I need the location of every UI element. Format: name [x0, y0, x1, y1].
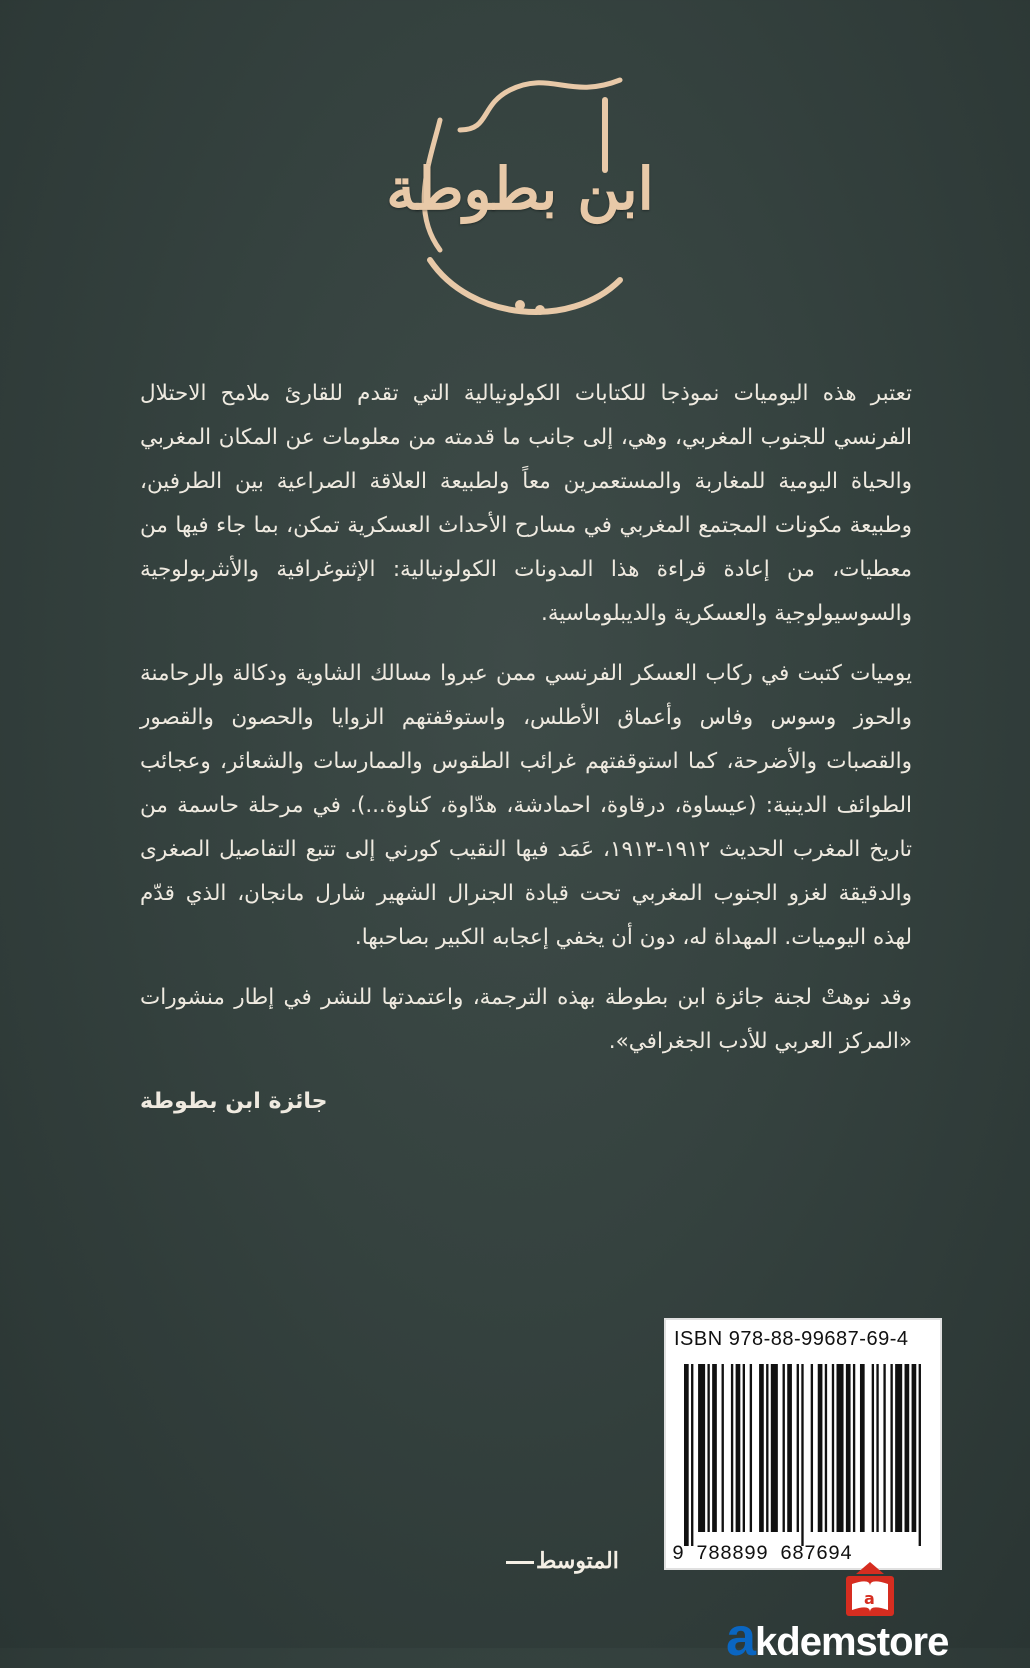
barcode-bar	[759, 1364, 764, 1532]
barcode-bar	[846, 1364, 851, 1532]
barcode-bar	[811, 1364, 813, 1532]
signature: جائزة ابن بطوطة	[140, 1089, 328, 1114]
barcode-bar	[750, 1364, 752, 1532]
barcode-digits: 9 788899 687694	[672, 1543, 853, 1566]
barcode-bar	[698, 1364, 705, 1532]
store-watermark	[726, 1606, 948, 1668]
barcode-bar	[905, 1364, 910, 1532]
paragraph-3: وقد نوهتْ لجنة جائزة ابن بطوطة بهذه الترجمة، واعتمدتها للنشر في إطار منشورات «المركز العربي للأدب الجغرافي».	[140, 985, 912, 1054]
barcode-bar	[766, 1364, 768, 1532]
svg-text:a: a	[864, 1589, 875, 1608]
barcode-bar	[707, 1364, 709, 1532]
barcode-bar	[736, 1364, 741, 1532]
barcode-bar	[832, 1364, 834, 1532]
barcode-bar	[783, 1364, 785, 1532]
barcode-bar	[743, 1364, 745, 1532]
barcode-bar	[872, 1364, 874, 1532]
barcode-bar	[691, 1364, 693, 1546]
isbn-barcode	[664, 1318, 942, 1570]
isbn-label: ISBN 978-88-99687-69-4	[674, 1328, 909, 1350]
barcode-bar	[876, 1364, 878, 1532]
barcode-bar	[731, 1364, 733, 1532]
barcode-bar	[797, 1364, 799, 1532]
title-calligraphy	[370, 60, 670, 340]
publisher-name: المتوسط	[536, 1548, 619, 1574]
barcode-bar	[883, 1364, 885, 1532]
publisher-logo-bar	[506, 1561, 534, 1564]
barcode-bar	[787, 1364, 792, 1532]
barcode-bar	[684, 1364, 689, 1546]
barcode-bar	[722, 1364, 724, 1532]
paragraph-2: يوميات كتبت في ركاب العسكر الفرنسي ممن عبروا مسالك الشاوية ودكالة والرحامنة والحوز وسوس وفاس وأعماق الأطلس، واستوقفتهم الزوايا والحصون والقصور والقصبات والأضرحة، كما استوقفتهم غرائب الطقوس والممارسات والشعائر، وعجائب الطوائف الدينية: (عيساوة، درقاوة، احمادشة، هدّاوة، كناوة...). في مرحلة حاسمة من تاريخ المغرب الحديث ١٩١٢-١٩١٣، عَمَد فيها النقيب كورني إلى تتبع التفاصيل الصغرى والدقيقة لغزو الجنوب المغربي تحت قيادة الجنرال الشهير شارل مانجان، الذي قدّم لهذه اليوميات. المهداة له، دون أن يخفي إعجابه الكبير بصاحبها.	[140, 661, 913, 950]
store-watermark-rest: kdemstore	[755, 1620, 949, 1664]
barcode-bar	[912, 1364, 917, 1532]
barcode-bar	[895, 1364, 902, 1532]
barcode-bar	[860, 1364, 865, 1532]
barcode-bar	[771, 1364, 778, 1532]
barcode-bar	[890, 1364, 892, 1532]
blurb-text	[140, 372, 912, 1140]
paragraph-1: تعتبر هذه اليوميات نموذجا للكتابات الكولونيالية التي تقدم للقارئ ملامح الاحتلال الفرنسي للجنوب المغربي، وهي، إلى جانب ما قدمته من معلومات عن المكان المغربي والحياة اليومية للمغاربة والمستعمرين معاً ولطبيعة العلاقة الصراعية بين الطرفين، وطبيعة مكونات المجتمع المغربي في مسارح الأحداث العسكرية تمكن، بما جاء فيها من معطيات، من إعادة قراءة هذا المدونات الكولونيالية: الإثنوغرافية والأنثربولوجية والسوسيولوجية والعسكرية والديبلوماسية.	[140, 381, 912, 626]
store-watermark-a: a	[726, 1607, 756, 1667]
barcode-bar	[837, 1364, 844, 1532]
barcode-bar	[818, 1364, 823, 1532]
barcode-bar	[919, 1364, 921, 1546]
publisher-logo	[506, 1548, 619, 1574]
barcode-bars	[684, 1364, 928, 1546]
barcode-bar	[801, 1364, 803, 1546]
barcode-bar	[825, 1364, 827, 1532]
barcode-bar	[853, 1364, 855, 1532]
barcode-bar	[712, 1364, 717, 1532]
title-text: ابن بطوطة	[386, 155, 654, 223]
